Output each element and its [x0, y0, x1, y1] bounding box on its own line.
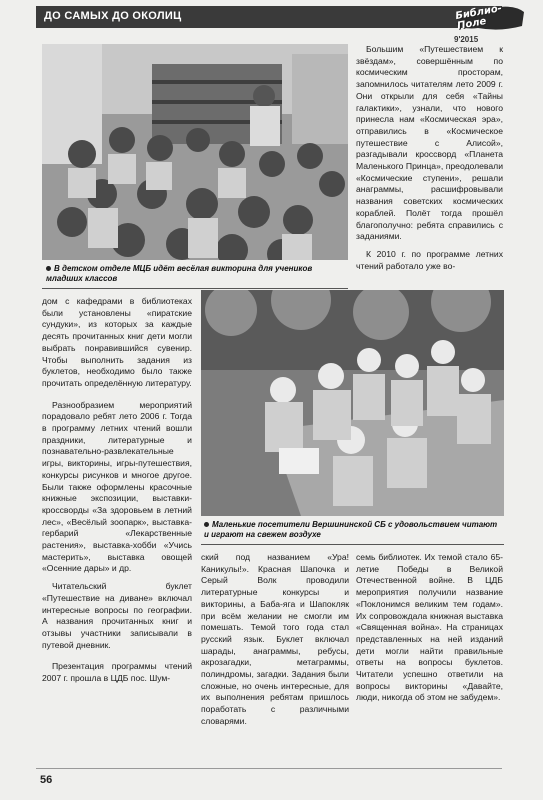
text-column-right-bottom	[356, 552, 503, 710]
caption-divider	[201, 544, 504, 545]
page-number: 56	[40, 774, 53, 786]
text-column-middle	[201, 552, 349, 734]
caption-text: Маленькие посетители Вершининской СБ с удовольствием читают и играют на свежем воздухе	[204, 520, 498, 539]
photo-outdoor-reading-caption	[204, 520, 502, 540]
caption-text: В детском отделе МЦБ идёт весёлая викторина для учеников младших классов	[46, 264, 313, 283]
text-column-left	[42, 296, 192, 691]
issue-number: 9'2015	[454, 35, 479, 44]
paragraph: Читательский буклет «Путешествие на диване» включал интересные вопросы по географии. А названия прочитанных книг и отзывы участники записывали в путевой дневник.	[42, 581, 192, 650]
caption-divider	[42, 288, 348, 289]
text-column-right-top	[356, 44, 503, 278]
photo-library-quiz-caption	[46, 264, 346, 284]
paragraph: Большим «Путешествием к звёздам», совершённым по космическим просторам, запомнилось читателям лето 2009 г. Они открыли для себя «Тайны галактики», узнали, что нового принесла нам «Космическая эра», отправились в «Космическое путешествие с Алисой», разгадывали кроссворд «Планета Маленького Принца», преодолевали «Космические ступени», решали анаграммы, расшифровывали названия советских космических кораблей. Полёт тогда прошёл благополучно: ребята справились с заданиями.	[356, 44, 503, 242]
section-title: ДО САМЫХ ДО ОКОЛИЦ	[44, 10, 182, 22]
paragraph: дом с кафедрами в библиотеках были установлены «пиратские сундуки», из которых за каждые десять прочитанных книг дети могли выбрать понравившийся сувенир. Чтобы выполнить задания из буклетов, необходимо было также прочитать определённую литературу.	[42, 296, 192, 388]
paragraph: Разнообразием мероприятий порадовало ребят лето 2006 г. Тогда в программу летних чтений вошли праздники, литературные и познавательно-развлекательные игры, викторины, игры-путешествия, конкурсы рисунков и многое другое. Были также оформлены красочные книжные экспозиции, выставки-кроссворды «За здоровьем в летний лес», «Весёлый зоопарк», выставка-гербарий «Лекарственные растения», выставка-хобби «Учись мастерить», выставка овощей «Осенние дары» и др.	[42, 399, 192, 574]
photo-outdoor-reading	[201, 290, 504, 516]
bullet-icon	[46, 266, 51, 271]
photo-library-quiz	[42, 44, 348, 260]
bullet-icon	[204, 522, 209, 527]
footer-divider	[36, 768, 502, 769]
paragraph: ский под названием «Ура! Каникулы!». Красная Шапочка и Серый Волк проводили литературные конкурсы и викторины, а Баба-яга и Шапокляк при всём желании не смогли им помешать. Темой того года стал русский язык. Буклет включал шарады, анаграммы, ребусы, акрозагадки, метаграммы, полиндромы, загадки. Задания были сложные, но очень интересные, для их выполнения ребятам пришлось поработать с различными словарями.	[201, 552, 349, 726]
paragraph: Презентация программы чтений 2007 г. прошла в ЦДБ пос. Шум-	[42, 661, 192, 684]
magazine-logo-text: Библио-Поле	[454, 3, 503, 32]
paragraph: семь библиотек. Их темой стало 65-летие Победы в Великой Отечественной войне. В ЦДБ мероприятия получили название «Поклонимся великим тем годам». Их сопровождала книжная выставка «Священная война». На страницах представленных на ней изданий дети могли найти правильные ответы на вопросы буклетов. Читатели успешно ответили на вопросы викторины «Давайте, люди, никогда об этом не забудем».	[356, 552, 503, 703]
paragraph: К 2010 г. по программе летних чтений работало уже во-	[356, 248, 503, 271]
